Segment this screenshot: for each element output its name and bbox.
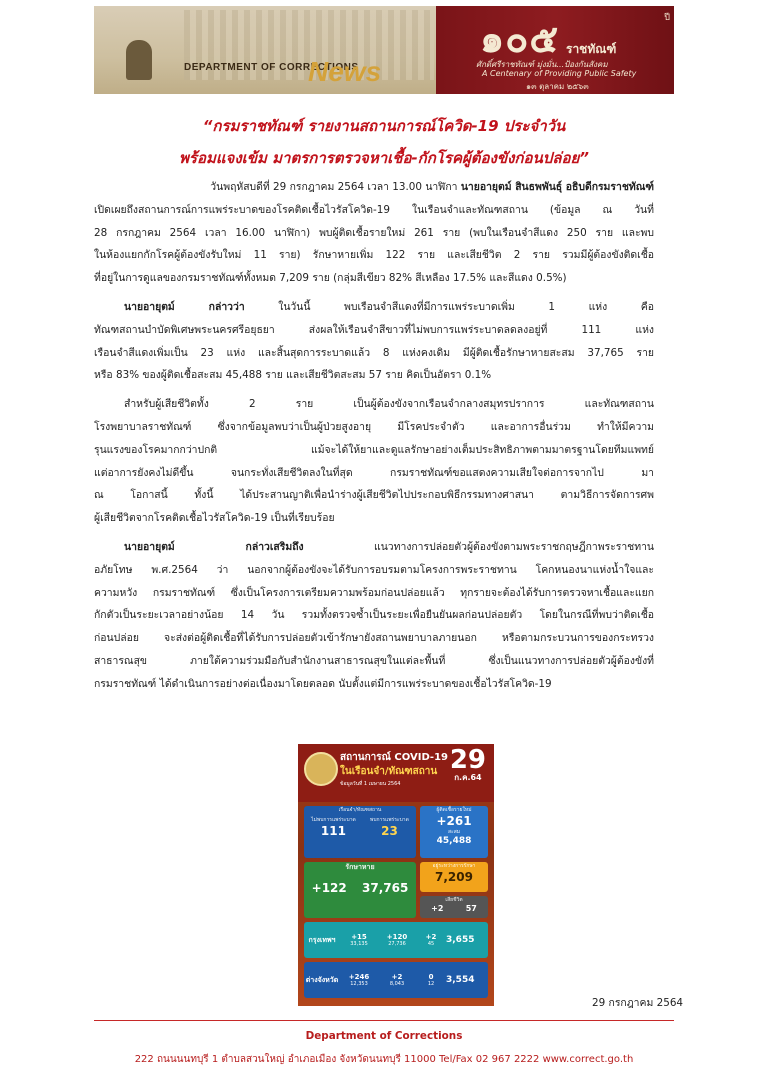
banner-news-text: News bbox=[308, 56, 382, 87]
infographic-asof: ข้อมูลวันที่ 1 เมษายน 2564 bbox=[340, 781, 401, 787]
bkk-val-1: +15 bbox=[351, 933, 367, 941]
current-label: อยู่ระหว่างการรักษา bbox=[432, 863, 476, 869]
infographic-subtitle: ในเรือนจำ/ทัณฑสถาน bbox=[340, 766, 438, 777]
red-value: 23 bbox=[381, 824, 398, 838]
recovered-cum: 37,765 bbox=[362, 881, 409, 895]
banner-left-photo bbox=[94, 6, 436, 94]
p1-line-5: ที่อยู่ในการดูแลของกรมราชทัณฑ์ทั้งหมด 7,209 ราย (กลุ่มสีเขียว 82% สีเหลือง 17.5% และสีแดง 0.5%) bbox=[94, 272, 567, 285]
p3-line-1: สำหรับผู้เสียชีวิตทั้ง 2 ราย เป็นผู้ต้องขังจากเรือนจำกลางสมุทรปราการ และทัณฑสถาน bbox=[124, 398, 654, 411]
bkk-sub-1: 33,135 bbox=[350, 941, 368, 947]
bangkok-label: กรุงเทพฯ bbox=[308, 935, 336, 944]
statue-photo bbox=[126, 40, 152, 80]
province-cells bbox=[304, 962, 488, 998]
p4-line-6: สาธารณสุข ภายใต้ความร่วมมือกับสำนักงานสาธารณสุขในแต่ละพื้นที่ ซึ่งเป็นแนวทางการปล่อยตัวผู้ต้องขังที่ bbox=[94, 654, 654, 667]
p3-line-3: รุนแรงของโรคมากกว่าปกติ แม้จะได้ให้ยาและดูแลรักษาอย่างเต็มประสิทธิภาพตามมาตรฐานโดยทีมแพทย์ bbox=[94, 443, 654, 456]
p1-line-4: ในห้องแยกกักโรคผู้ต้องขังรับใหม่ 11 ราย) รักษาหายเพิ่ม 122 ราย และเสียชีวิต 2 ราย รวมมีผู้ต้องขังติดเชื้อ bbox=[94, 249, 654, 262]
province-label: ต่างจังหวัด bbox=[305, 975, 339, 984]
red-label: พบการแพร่ระบาด bbox=[370, 817, 409, 823]
p4-line-4: กักตัวเป็นระยะเวลาอย่างน้อย 14 วัน รวมทั้งตรวจซ้ำเป็นระยะเพื่อยืนยันผลก่อนปล่อยตัว โดยในกรณีที่พบว่าติดเชื้อ bbox=[94, 609, 654, 622]
infographic-title: สถานการณ์ COVID-19 bbox=[340, 752, 448, 763]
footer-address: 222 ถนนนนทบุรี 1 ตำบลสวนใหญ่ อำเภอเมือง จังหวัดนนทบุรี 11000 Tel/Fax 02 967 2222 www.correct.go.th bbox=[134, 1054, 634, 1065]
article-body bbox=[94, 176, 654, 696]
bkk-cell-2 bbox=[378, 933, 416, 947]
footer-org: Department of Corrections bbox=[305, 1030, 463, 1042]
p4-line-3: ความหวัง กรมราชทัณฑ์ ซึ่งเป็นโครงการเตรียมความพร้อมก่อนปล่อยแล้ว ทุกรายจะต้องได้รับการตรวจหาเชื้อและแยก bbox=[94, 586, 654, 599]
current-box bbox=[420, 862, 488, 892]
p2-line-2: ทัณฑสถานบำบัดพิเศษพระนครศรีอยุธยา ส่งผลให้เรือนจำสีขาวที่ไม่พบการแพร่ระบาดลดลงอยู่ที่ 111 แห่ง bbox=[94, 323, 654, 336]
p2-line-4: หรือ 83% ของผู้ติดเชื้อสะสม 45,488 ราย และเสียชีวิตสะสม 57 ราย คิดเป็นอัตรา 0.1% bbox=[94, 369, 492, 382]
prisons-label: เรือนจำ/ทัณฑสถาน bbox=[338, 807, 382, 813]
corrections-seal-icon bbox=[304, 752, 338, 786]
banner-right-anniversary bbox=[436, 6, 674, 94]
prov-val-3: 0 bbox=[428, 973, 434, 981]
p3-line-2: โรงพยาบาลราชทัณฑ์ ซึ่งจากข้อมูลพบว่าเป็นผู้ป่วยสูงอายุ มีโรคประจำตัว และอาการอื่นร่วม ทำให้มีความ bbox=[94, 420, 654, 433]
bkk-val-3: +2 bbox=[425, 933, 437, 941]
bkk-sub-2: 27,736 bbox=[388, 941, 406, 947]
recovered-values bbox=[304, 881, 416, 895]
prov-val-2: +2 bbox=[391, 973, 403, 981]
death-values bbox=[420, 904, 488, 913]
footer-divider bbox=[94, 1020, 674, 1021]
infographic-date bbox=[450, 746, 486, 782]
white-prisons bbox=[311, 816, 356, 838]
recovered-label: รักษาหาย bbox=[345, 863, 375, 871]
headline-line-1: “กรมราชทัณฑ์ รายงานสถานการณ์โควิด-19 ประจำวัน bbox=[202, 117, 566, 135]
headline-line-2: พร้อมแจงเข้ม มาตรการตรวจหาเชื้อ-กักโรคผู้ต้องขังก่อนปล่อย” bbox=[179, 149, 589, 167]
new-cases-box bbox=[420, 806, 488, 858]
infographic-header bbox=[298, 744, 494, 802]
prov-val-1: +246 bbox=[348, 973, 370, 981]
infographic-day: 29 bbox=[449, 745, 486, 775]
p4-speaker: นายอายุตม์ กล่าวเสริมถึง bbox=[124, 540, 304, 553]
p1-date: วันพฤหัสบดีที่ 29 กรกฎาคม 2564 เวลา 13.00 นาฬิกา bbox=[210, 181, 461, 193]
anniversary-tagline-en: A Centenary of Providing Public Safety bbox=[482, 69, 637, 78]
p3-line-6: ผู้เสียชีวิตจากโรคติดเชื้อไวรัสโควิด-19 เป็นที่เรียบร้อย bbox=[94, 512, 335, 525]
bkk-cell-3 bbox=[416, 933, 446, 947]
white-value: 111 bbox=[320, 824, 346, 838]
prov-val-4: 3,554 bbox=[446, 975, 475, 985]
p1-person: นายอายุตม์ สินธพพันธุ์ อธิบดีกรมราชทัณฑ์ bbox=[460, 181, 654, 193]
recovered-new: +122 bbox=[311, 881, 347, 895]
prisons-box bbox=[304, 806, 416, 858]
recovered-box bbox=[304, 862, 416, 918]
p3-line-5: ณ โอกาสนี้ ทั้งนี้ ได้ประสานญาติเพื่อนำร่างผู้เสียชีวิตไปประกอบพิธีกรรมทางศาสนา ตามวิธีการจัดการศพ bbox=[94, 489, 654, 502]
bkk-cell-1 bbox=[340, 933, 378, 947]
cum-label: สะสม bbox=[447, 829, 461, 835]
death-box bbox=[420, 896, 488, 918]
current-value: 7,209 bbox=[435, 870, 473, 884]
p4-line-1 bbox=[94, 536, 654, 559]
prov-cell-2 bbox=[378, 973, 416, 987]
p1-line-2: เปิดเผยถึงสถานการณ์การแพร่ระบาดของโรคติดเชื้อไวรัสโควิด-19 ในเรือนจำและทัณฑสถาน (ข้อมูล ณ วันที่ bbox=[94, 203, 654, 216]
p2-line-1-text: ในวันนี้ พบเรือนจำสีแดงที่มีการแพร่ระบาดเพิ่ม 1 แห่ง คือ bbox=[244, 300, 654, 313]
p1-line-1 bbox=[94, 176, 654, 199]
death-new: +2 bbox=[431, 904, 444, 913]
red-prisons bbox=[370, 816, 409, 838]
cum-value: 45,488 bbox=[436, 836, 472, 846]
header-banner bbox=[94, 6, 674, 94]
p4-line-2: อภัยโทษ พ.ศ.2564 ว่า นอกจากผู้ต้องขังจะได้รับการอบรมตามโครงการพระราชทาน โคกหนองนาแห่งน้ำใจและ bbox=[94, 563, 654, 576]
p4-line-7: กรมราชทัณฑ์ ได้ดำเนินการอย่างต่อเนื่องมาโดยตลอด นับตั้งแต่มีการแพร่ระบาดของเชื้อไวรัสโควิด-19 bbox=[94, 677, 552, 690]
p2-line-3: เรือนจำสีแดงเพิ่มเป็น 23 แห่ง และสิ้นสุดการระบาดแล้ว 8 แห่งคงเดิม มีผู้ติดเชื้อรักษาหายสะสม 37,765 ราย bbox=[94, 346, 654, 359]
p4-line-1-text: แนวทางการปล่อยตัวผู้ต้องขังตามพระราชกฤษฎีกาพระราชทาน bbox=[303, 540, 654, 553]
p2-speaker: นายอายุตม์ กล่าวว่า bbox=[124, 300, 245, 313]
anniversary-number: ๑๐๕ bbox=[480, 16, 560, 61]
infographic-month: ก.ค.64 bbox=[454, 773, 482, 782]
prov-cell-1 bbox=[340, 973, 378, 987]
prov-cell-3 bbox=[416, 973, 446, 987]
death-cum: 57 bbox=[465, 904, 477, 913]
new-value: +261 bbox=[436, 814, 472, 828]
bangkok-cells bbox=[304, 922, 488, 958]
bangkok-row bbox=[304, 922, 488, 958]
prov-sub-3: 12 bbox=[427, 981, 435, 987]
p4-line-5: ก่อนปล่อย จะส่งต่อผู้ติดเชื้อที่ได้รับการปล่อยตัวเข้ารักษายังสถานพยาบาลภายนอก หรือตามกระบวนการของกระทรวง bbox=[94, 632, 654, 645]
bkk-val-2: +120 bbox=[386, 933, 408, 941]
p2-line-1 bbox=[94, 296, 654, 319]
white-label: ไม่พบการแพร่ระบาด bbox=[311, 817, 356, 823]
prov-sub-1: 12,353 bbox=[350, 981, 368, 987]
anniversary-date: ๑๓ ตุลาคม ๒๕๖๓ bbox=[526, 82, 589, 91]
p3-line-4: แต่อาการยังคงไม่ดีขึ้น จนกระทั่งเสียชีวิตลงในที่สุด กรมราชทัณฑ์ขอแสดงความเสียใจต่อการจากไป มา bbox=[94, 466, 654, 479]
death-label: เสียชีวิต bbox=[445, 897, 463, 903]
bkk-val-4: 3,655 bbox=[446, 935, 475, 945]
p1-line-3: 28 กรกฎาคม 2564 เวลา 16.00 นาฬิกา) พบผู้ติดเชื้อรายใหม่ 261 ราย (พบในเรือนจำสีแดง 250 ราย และพบ bbox=[94, 226, 654, 239]
prisons-values bbox=[304, 816, 416, 838]
prov-sub-2: 8,043 bbox=[389, 981, 405, 987]
anniversary-sup: ปี bbox=[664, 13, 670, 23]
anniversary-org: ราชทัณฑ์ bbox=[566, 42, 617, 56]
province-row bbox=[304, 962, 488, 998]
bkk-sub-3: 45 bbox=[427, 941, 435, 947]
covid-infographic bbox=[298, 744, 494, 1006]
anniversary-tagline-th: ศักดิ์ศรีราชทัณฑ์ มุ่งมั่น...ป้องกันสังคม bbox=[476, 60, 608, 69]
new-label: ผู้ติดเชื้อรายใหม่ bbox=[436, 807, 472, 813]
banner-dept-text: DEPARTMENT OF CORRECTIONS bbox=[184, 62, 359, 73]
document-date: 29 กรกฎาคม 2564 bbox=[592, 997, 684, 1009]
